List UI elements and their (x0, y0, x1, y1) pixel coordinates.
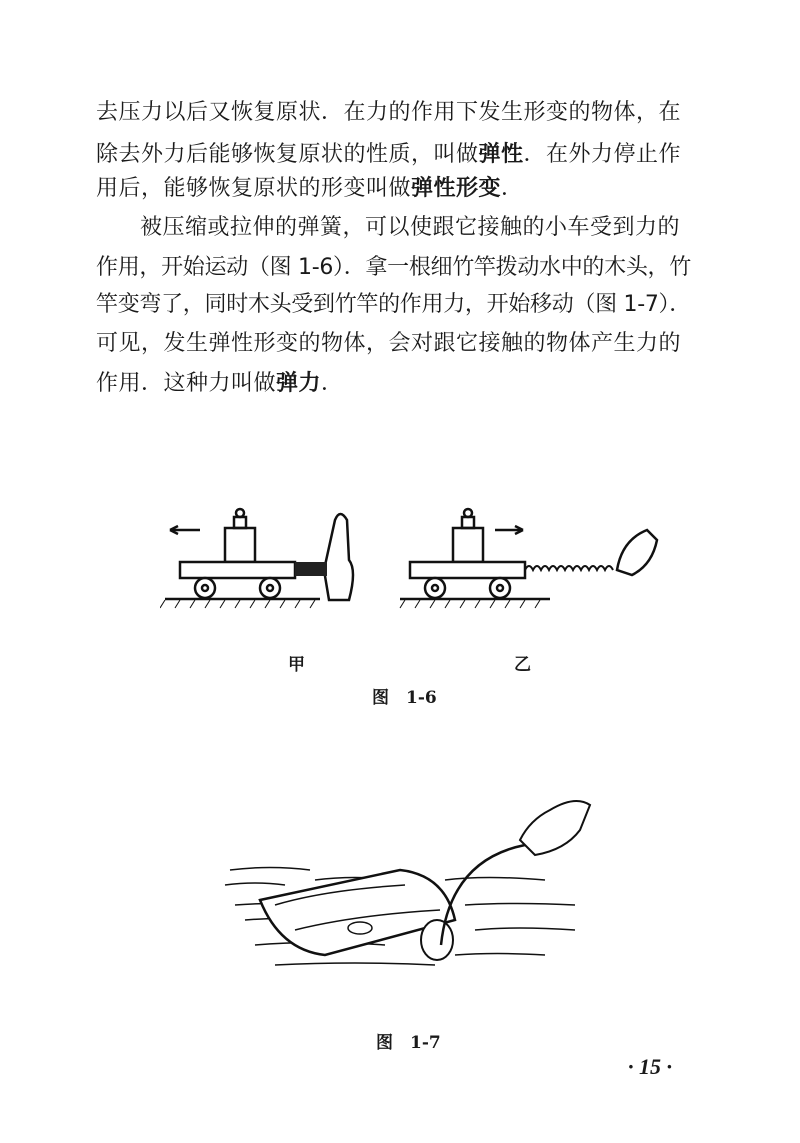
text-line: 可见，发生弹性形变的物体，会对跟它接触的物体产生力的 (96, 331, 682, 356)
term-elastic-force: 弹力 (276, 371, 322, 396)
text-line (96, 176, 524, 202)
figure-1-7-log-in-water (215, 780, 605, 990)
text-line: 去压力以后又恢复原状．在力的作用下发生形变的物体，在 (96, 100, 682, 125)
figure-1-6-right-cart (395, 500, 665, 620)
text-line: 作用，开始运动（图 1-6）．拿一根细竹竿拨动水中的木头，竹 (96, 255, 691, 280)
text: ． (501, 176, 524, 201)
text: ．在外力停止作 (523, 142, 682, 167)
figure-label-yi: 乙 (514, 655, 531, 675)
page-number: · 15 · (628, 1054, 672, 1079)
figure-1-6-left-cart (160, 500, 380, 620)
text-line: 竿变弯了，同时木头受到竹竿的作用力，开始移动（图 1-7）． (96, 292, 691, 317)
figure-1-6-caption: 图 1-6 (372, 688, 437, 708)
text-line (96, 371, 344, 397)
text: 除去外力后能够恢复原状的性质，叫做 (96, 142, 479, 167)
text-line (96, 142, 681, 168)
text-line: 被压缩或拉伸的弹簧，可以使跟它接触的小车受到力的 (140, 215, 681, 240)
term-elastic-deformation: 弹性形变 (411, 176, 502, 201)
figure-1-7-caption: 图 1-7 (376, 1033, 441, 1053)
term-elasticity: 弹性 (478, 142, 524, 167)
figure-label-jia: 甲 (288, 655, 305, 675)
text: 用后，能够恢复原状的形变叫做 (96, 176, 412, 201)
text: ． (321, 371, 344, 396)
text: 作用．这种力叫做 (96, 371, 277, 396)
